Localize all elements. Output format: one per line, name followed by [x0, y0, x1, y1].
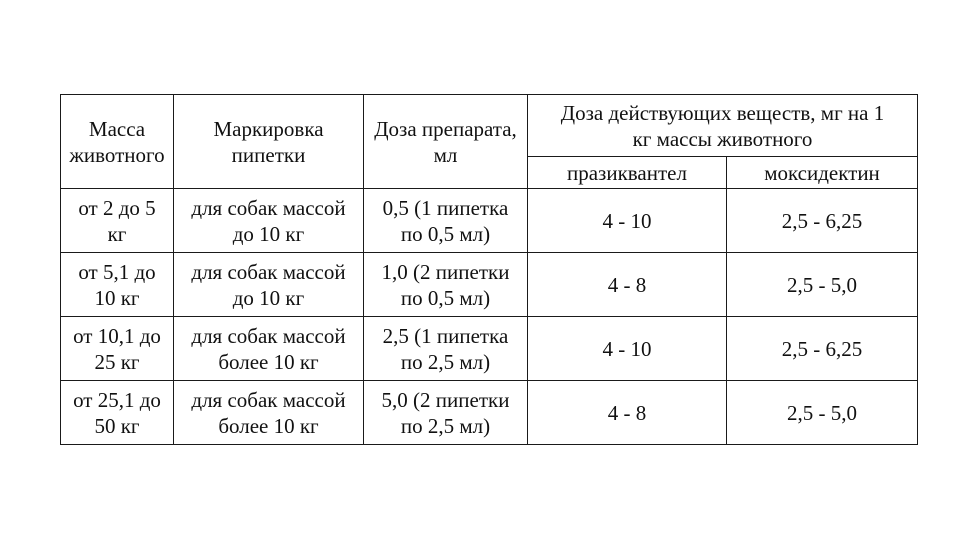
header-text-line: кг массы животного — [632, 126, 813, 151]
cell-text-line: до 10 кг — [232, 285, 305, 310]
cell-text-line: 5,0 (2 пипетки — [381, 387, 510, 412]
cell-drug-dose — [364, 253, 528, 317]
cell-moxidectin-dose: 2,5 - 6,25 — [727, 317, 918, 381]
header-text-line: Доза препарата, — [374, 116, 517, 141]
cell-text-line: от 5,1 до — [78, 259, 156, 284]
cell-text-line: для собак массой — [191, 323, 346, 348]
cell-animal-mass — [61, 381, 174, 445]
header-praziquantel: празиквантел — [528, 157, 727, 189]
header-text-line: Масса — [88, 116, 146, 141]
cell-text-line: 10 кг — [94, 285, 140, 310]
cell-text-line: по 0,5 мл) — [400, 285, 491, 310]
cell-drug-dose — [364, 381, 528, 445]
cell-text-line: по 2,5 мл) — [400, 349, 491, 374]
cell-text-line: более 10 кг — [218, 349, 319, 374]
cell-text-line: 2,5 (1 пипетка — [382, 323, 509, 348]
cell-text-line: 25 кг — [94, 349, 140, 374]
header-row — [61, 95, 918, 157]
cell-pipette-marking — [174, 317, 364, 381]
cell-text-line: кг — [107, 221, 127, 246]
cell-praziquantel-dose: 4 - 10 — [528, 317, 727, 381]
cell-praziquantel-dose: 4 - 8 — [528, 253, 727, 317]
cell-drug-dose — [364, 317, 528, 381]
cell-pipette-marking — [174, 253, 364, 317]
cell-animal-mass — [61, 189, 174, 253]
table-row — [61, 253, 918, 317]
cell-text-line: для собак массой — [191, 387, 346, 412]
cell-pipette-marking — [174, 189, 364, 253]
table-body — [61, 189, 918, 445]
table-row — [61, 189, 918, 253]
cell-text-line: более 10 кг — [218, 413, 319, 438]
cell-praziquantel-dose: 4 - 8 — [528, 381, 727, 445]
header-moxidectin: моксидектин — [727, 157, 918, 189]
header-pipette-marking — [174, 95, 364, 189]
cell-text-line: для собак массой — [191, 259, 346, 284]
cell-pipette-marking — [174, 381, 364, 445]
header-animal-mass — [61, 95, 174, 189]
cell-text-line: 50 кг — [94, 413, 140, 438]
cell-moxidectin-dose: 2,5 - 5,0 — [727, 381, 918, 445]
table-row — [61, 381, 918, 445]
cell-text-line: по 2,5 мл) — [400, 413, 491, 438]
dosage-table — [60, 94, 918, 445]
header-text-line: Доза действующих веществ, мг на 1 — [560, 100, 885, 125]
table-row — [61, 317, 918, 381]
cell-text-line: по 0,5 мл) — [400, 221, 491, 246]
cell-text-line: от 2 до 5 — [78, 195, 156, 220]
cell-text-line: для собак массой — [191, 195, 346, 220]
cell-praziquantel-dose: 4 - 10 — [528, 189, 727, 253]
cell-animal-mass — [61, 317, 174, 381]
header-text-line: Маркировка — [213, 116, 324, 141]
cell-moxidectin-dose: 2,5 - 5,0 — [727, 253, 918, 317]
header-text-line: животного — [69, 142, 165, 167]
cell-text-line: до 10 кг — [232, 221, 305, 246]
cell-text-line: от 25,1 до — [73, 387, 161, 412]
cell-text-line: 1,0 (2 пипетки — [381, 259, 510, 284]
cell-text-line: от 10,1 до — [73, 323, 161, 348]
cell-moxidectin-dose: 2,5 - 6,25 — [727, 189, 918, 253]
header-text-line: мл — [433, 142, 458, 167]
header-active-substances-dose — [528, 95, 918, 157]
header-drug-dose — [364, 95, 528, 189]
cell-animal-mass — [61, 253, 174, 317]
cell-drug-dose — [364, 189, 528, 253]
header-text-line: пипетки — [231, 142, 306, 167]
cell-text-line: 0,5 (1 пипетка — [382, 195, 509, 220]
